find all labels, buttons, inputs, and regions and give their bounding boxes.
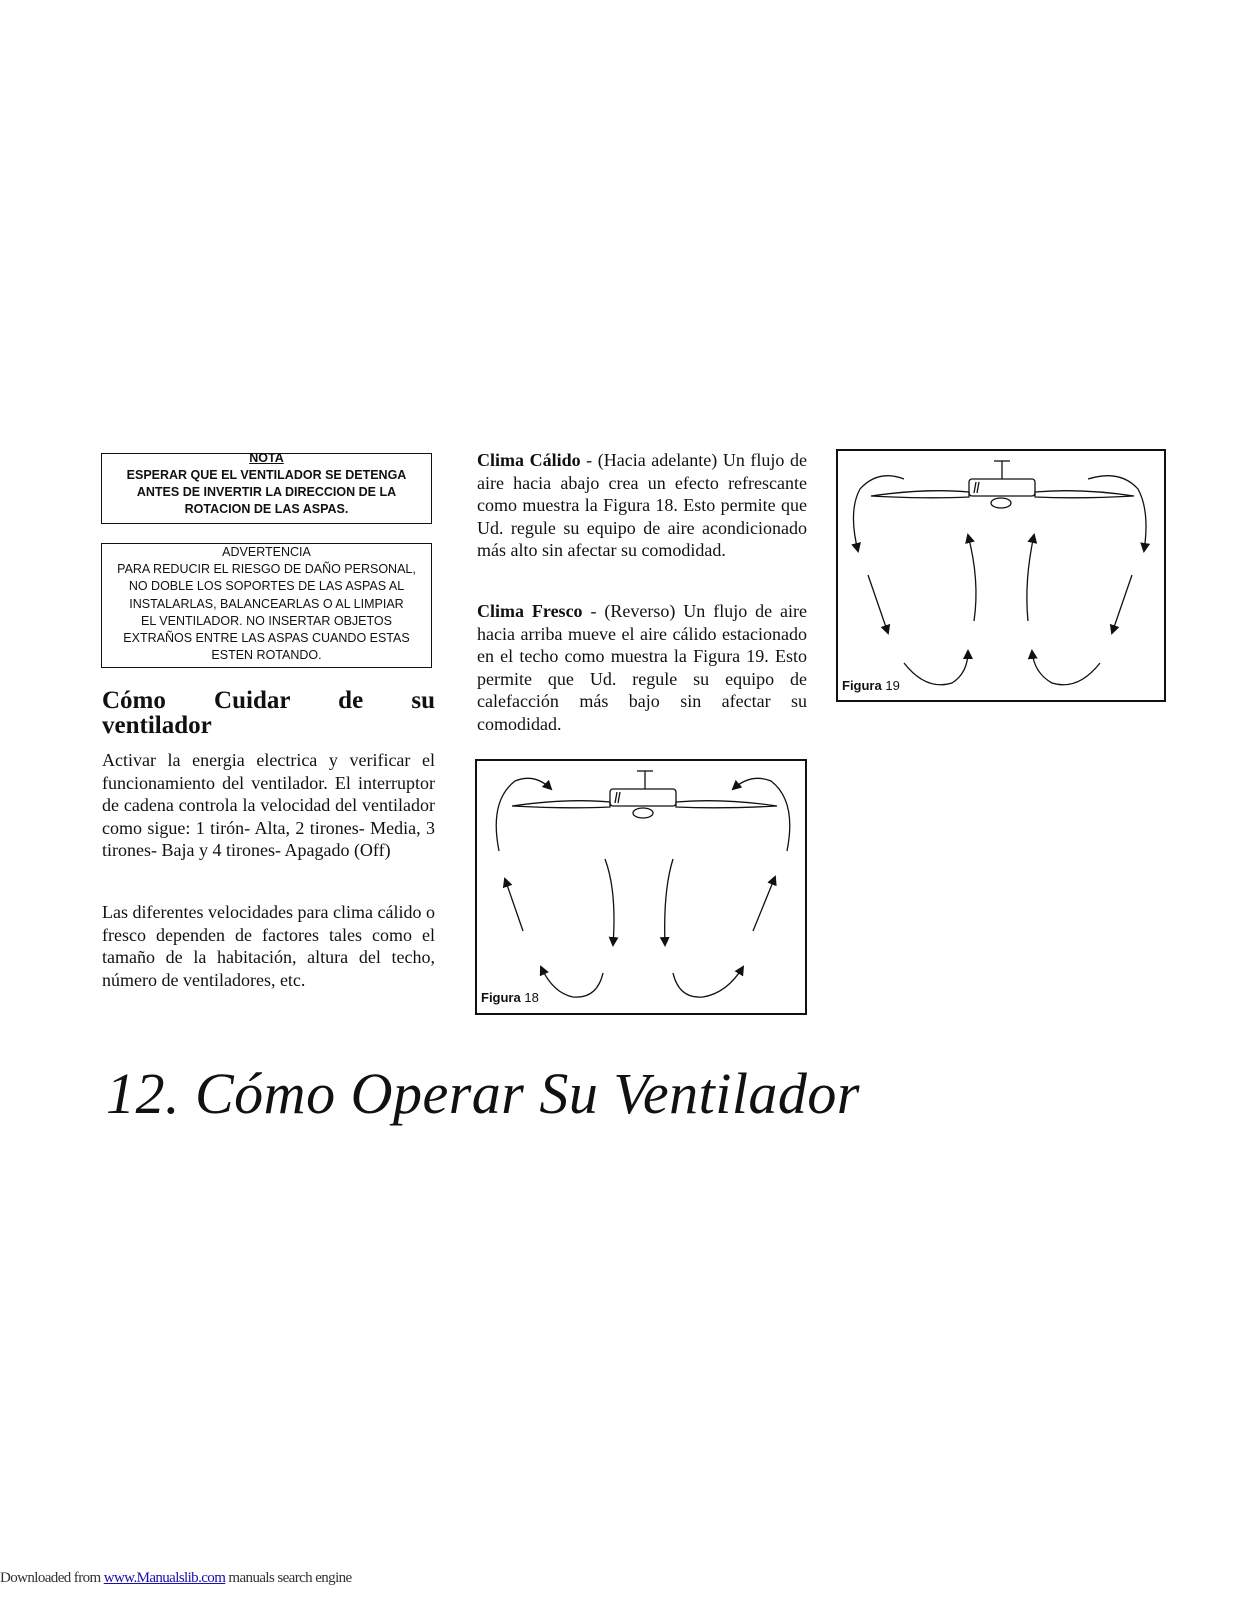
- advertencia-line: ESTEN ROTANDO.: [211, 648, 322, 663]
- figure-number: 18: [524, 990, 539, 1005]
- advertencia-line: NO DOBLE LOS SOPORTES DE LAS ASPAS AL: [128, 579, 405, 594]
- advertencia-line: PARA REDUCIR EL RIESGO DE DAÑO PERSONAL,: [117, 562, 416, 577]
- airflow-arrows: [496, 778, 790, 997]
- figure-19-caption: [842, 678, 900, 693]
- care-paragraph-2: Las diferentes velocidades para clima cálido o fresco dependen de factores tales como el tamaño de la habitación, altura del techo, número de ventiladores, etc.: [102, 902, 435, 990]
- download-footer: [0, 1570, 352, 1587]
- warm-text: - (Hacia adelante) Un flujo de aire hacia abajo crea un efecto refrescante como muestra la Figura 18. Esto permite que Ud. regule su equipo de aire acondicionado más alto sin afectar su comodidad.: [477, 450, 807, 560]
- care-paragraph-1: Activar la energia electrica y verificar el funcionamiento del ventilador. El interruptor de cadena controla la velocidad del ventilador como sigue: 1 tirón- Alta, 2 tirones- Media, 3 tirones- Baja y 4 tirones- Apagado (Off): [102, 750, 435, 860]
- advertencia-title: ADVERTENCIA: [222, 545, 311, 559]
- figure-19: [836, 449, 1166, 702]
- cool-text: - (Reverso) Un flujo de aire hacia arriba mueve el aire cálido estacionado en el techo como muestra la Figura 19. Esto permite que Ud. regule su equipo de calefacción más bajo sin afectar su comodidad.: [477, 601, 807, 734]
- airflow-arrows: [853, 476, 1146, 685]
- nota-line: ESPERAR QUE EL VENTILADOR SE DETENGA: [126, 468, 407, 482]
- section-title: 12. Cómo Operar Su Ventilador: [106, 1061, 860, 1126]
- figure-18: [475, 759, 807, 1015]
- warm-paragraph: [477, 449, 807, 562]
- advertencia-line: EXTRAÑOS ENTRE LAS ASPAS CUANDO ESTAS: [123, 631, 410, 646]
- care-heading: Cómo Cuidar de su: [102, 687, 435, 714]
- nota-line: ROTACION DE LAS ASPAS.: [184, 502, 349, 516]
- footer-prefix: Downloaded from: [0, 1570, 104, 1586]
- ceiling-fan-icon: [512, 771, 777, 818]
- nota-line: ANTES DE INVERTIR LA DIRECCION DE LA: [136, 485, 397, 499]
- footer-suffix: manuals search engine: [225, 1570, 352, 1586]
- figure-number: 19: [885, 678, 900, 693]
- advertencia-box: [101, 543, 432, 668]
- manualslib-link[interactable]: www.Manualslib.com: [103, 1570, 226, 1586]
- advertencia-line: EL VENTILADOR. NO INSERTAR OBJETOS: [141, 613, 392, 628]
- ceiling-fan-icon: [871, 461, 1134, 508]
- figure-18-caption: [481, 990, 539, 1005]
- nota-box: [101, 453, 432, 524]
- figure-label: Figura: [842, 678, 882, 693]
- advertencia-line: INSTALARLAS, BALANCEARLAS O AL LIMPIAR: [129, 596, 404, 611]
- cool-paragraph: [477, 600, 807, 735]
- care-heading-line2: ventilador: [102, 712, 212, 739]
- nota-title: NOTA: [249, 451, 284, 465]
- figure-label: Figura: [481, 990, 521, 1005]
- cool-label: Clima Fresco: [477, 601, 583, 621]
- fan-downflow-diagram: [477, 761, 809, 1017]
- warm-label: Clima Cálido: [477, 450, 581, 470]
- fan-upflow-diagram: [838, 451, 1168, 704]
